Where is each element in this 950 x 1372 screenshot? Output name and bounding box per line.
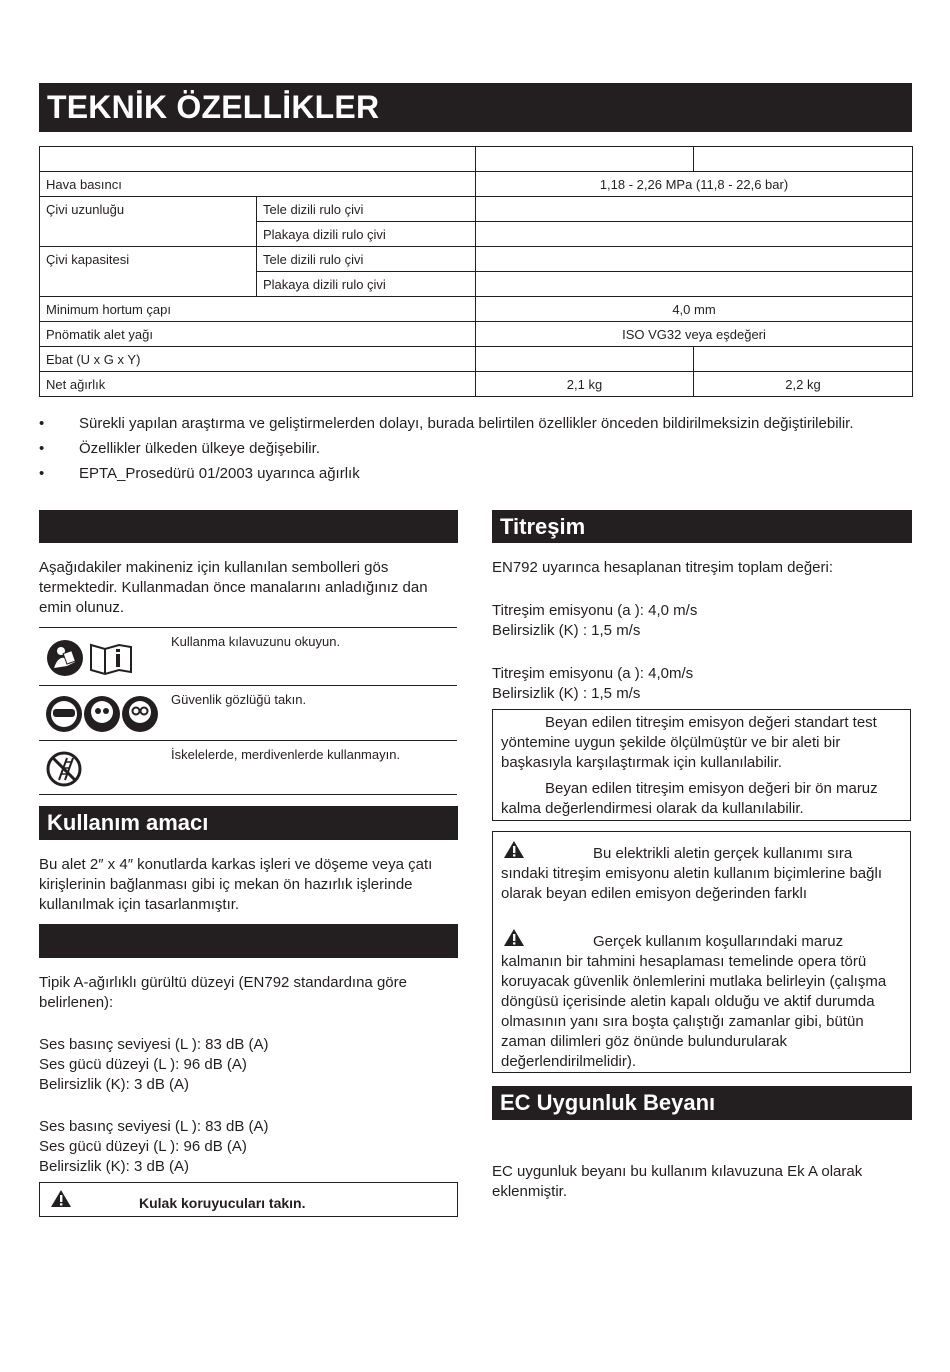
- spec-header-row: [40, 147, 913, 172]
- spec-label: Çivi kapasitesi: [40, 247, 257, 297]
- spec-table: [39, 146, 913, 397]
- warning-icon: [50, 1189, 72, 1208]
- noise-line: Belirsizlik (K): 3 dB (A): [39, 1076, 190, 1093]
- note-item: • EPTA_Prosedürü 01/2003 uyarınca ağırlık: [39, 465, 360, 482]
- ec-heading: EC Uygunluk Beyanı: [492, 1086, 912, 1120]
- noise-heading-bar: [39, 924, 458, 958]
- spec-row-nail-length: [40, 197, 913, 222]
- spec-label: Pnömatik alet yağı: [40, 322, 476, 347]
- vibration-note: Beyan edilen titreşim emisyon değeri bir ön maruz kalma değerlendirmesi olarak da kullanılabilir.: [501, 780, 878, 817]
- ec-text: EC uygunluk beyanı bu kullanım kılavuzuna Ek A olarak eklenmiştir.: [492, 1163, 863, 1200]
- note-item: • Sürekli yapılan araştırma ve geliştirmelerden dolayı, burada belirtilen özellikler önceden bildirilmeksizin değiştirilebilir.: [39, 415, 854, 432]
- spec-label: Ebat (U x G x Y): [40, 347, 476, 372]
- spec-notes: [39, 414, 912, 489]
- vibration-note-box: [492, 709, 911, 821]
- symbol-row: [39, 740, 457, 795]
- spec-label: Hava basıncı: [40, 172, 476, 197]
- vibration-line: Titreşim emisyonu (a ): 4,0m/s: [492, 665, 694, 682]
- vibration-heading: Titreşim: [492, 510, 912, 543]
- vibration-warning-text: Bu elektrikli aletin gerçek kullanımı sıra sındaki titreşim emisyonu aletin kullanım biçimlerine bağlı olarak beyan edilen emisyon değerinden farklı: [501, 845, 882, 902]
- usage-text: Bu alet 2″ x 4″ konutlarda karkas işleri ve döşeme veya çatı kirişlerinin bağlanması gibi iç mekan ön hazırlık işlerinde kullanılmak için tasarlanmıştır.: [39, 856, 433, 913]
- symbol-row: [39, 685, 457, 740]
- page-title: TEKNİK ÖZELLİKLER: [39, 83, 912, 132]
- vibration-line: Belirsizlik (K) : 1,5 m/s: [492, 622, 641, 639]
- noise-intro: Tipik A-ağırlıklı gürültü düzeyi (EN792 standardına göre belirlenen):: [39, 974, 407, 1011]
- note-item: • Özellikler ülkeden ülkeye değişebilir.: [39, 440, 320, 457]
- symbols-heading-bar: [39, 510, 458, 543]
- spec-sublabel: Plakaya dizili rulo çivi: [257, 222, 476, 247]
- spec-row-hose: [40, 297, 913, 322]
- usage-heading: Kullanım amacı: [39, 806, 458, 840]
- symbol-description: Güvenlik gözlüğü takın.: [171, 692, 307, 707]
- noise-group-1: [39, 1035, 457, 1095]
- vibration-intro: EN792 uyarınca hesaplanan titreşim toplam değeri:: [492, 559, 834, 576]
- symbols-intro: Aşağıdakiler makineniz için kullanılan sembolleri gös termektedir. Kullanmadan önce manalarını anladığınız dan emin olunuz.: [39, 559, 428, 616]
- spec-value: 2,2 kg: [694, 372, 913, 397]
- spec-label: Çivi uzunluğu: [40, 197, 257, 247]
- spec-value: 2,1 kg: [476, 372, 694, 397]
- noise-warning-text: Kulak koruyucuları takın.: [139, 1195, 306, 1211]
- spec-row-air-pressure: [40, 172, 913, 197]
- spec-label: Minimum hortum çapı: [40, 297, 476, 322]
- noise-line: Belirsizlik (K): 3 dB (A): [39, 1158, 190, 1175]
- spec-value: 1,18 - 2,26 MPa (11,8 - 22,6 bar): [476, 172, 913, 197]
- vibration-line: Belirsizlik (K) : 1,5 m/s: [492, 685, 641, 702]
- noise-line: Ses gücü düzeyi (L ): 96 dB (A): [39, 1056, 247, 1073]
- vibration-group-2: [492, 664, 912, 704]
- noise-line: Ses basınç seviyesi (L ): 83 dB (A): [39, 1036, 269, 1053]
- spec-row-dimensions: [40, 347, 913, 372]
- vibration-warning-box: [492, 831, 911, 1073]
- spec-value: ISO VG32 veya eşdeğeri: [476, 322, 913, 347]
- noise-warning-box: [39, 1182, 458, 1217]
- spec-row-oil: [40, 322, 913, 347]
- vibration-warning-text: Gerçek kullanım koşullarındaki maruz kalmanın bir tahmini hesaplaması temelinde opera törü koruyacak güvenlik önlemlerini mutlaka belirleyin (çalışma döngüsü içerisinde aletin kapalı olduğu ve aktif durumda olmasının yanı sıra boşta çalıştığı zamanlar gibi, bütün zaman dilimleri göz önünde bulundurularak değerlendirilmelidir).: [501, 933, 887, 1070]
- spec-sublabel: Plakaya dizili rulo çivi: [257, 272, 476, 297]
- vibration-group-1: [492, 601, 912, 641]
- vibration-note: Beyan edilen titreşim emisyon değeri standart test yöntemine uygun şekilde ölçülmüştür ve bir aleti bir başkasıyla karşılaştırmak için kullanılabilir.: [501, 714, 877, 771]
- vibration-line: Titreşim emisyonu (a ): 4,0 m/s: [492, 602, 698, 619]
- symbol-description: İskelelerde, merdivenlerde kullanmayın.: [171, 747, 401, 762]
- spec-label: Net ağırlık: [40, 372, 476, 397]
- safety-glasses-icon: [45, 695, 160, 738]
- spec-sublabel: Tele dizili rulo çivi: [257, 247, 476, 272]
- symbol-description: Kullanma kılavuzunu okuyun.: [171, 634, 341, 649]
- spec-sublabel: Tele dizili rulo çivi: [257, 197, 476, 222]
- symbol-row: [39, 627, 457, 685]
- spec-value: 4,0 mm: [476, 297, 913, 322]
- noise-line: Ses basınç seviyesi (L ): 83 dB (A): [39, 1118, 269, 1135]
- noise-line: Ses gücü düzeyi (L ): 96 dB (A): [39, 1138, 247, 1155]
- spec-row-weight: [40, 372, 913, 397]
- symbols-table: [39, 627, 457, 795]
- read-manual-icon: [45, 638, 135, 683]
- spec-row-nail-capacity: [40, 247, 913, 272]
- noise-group-2: [39, 1117, 457, 1177]
- no-ladder-icon: [45, 750, 85, 793]
